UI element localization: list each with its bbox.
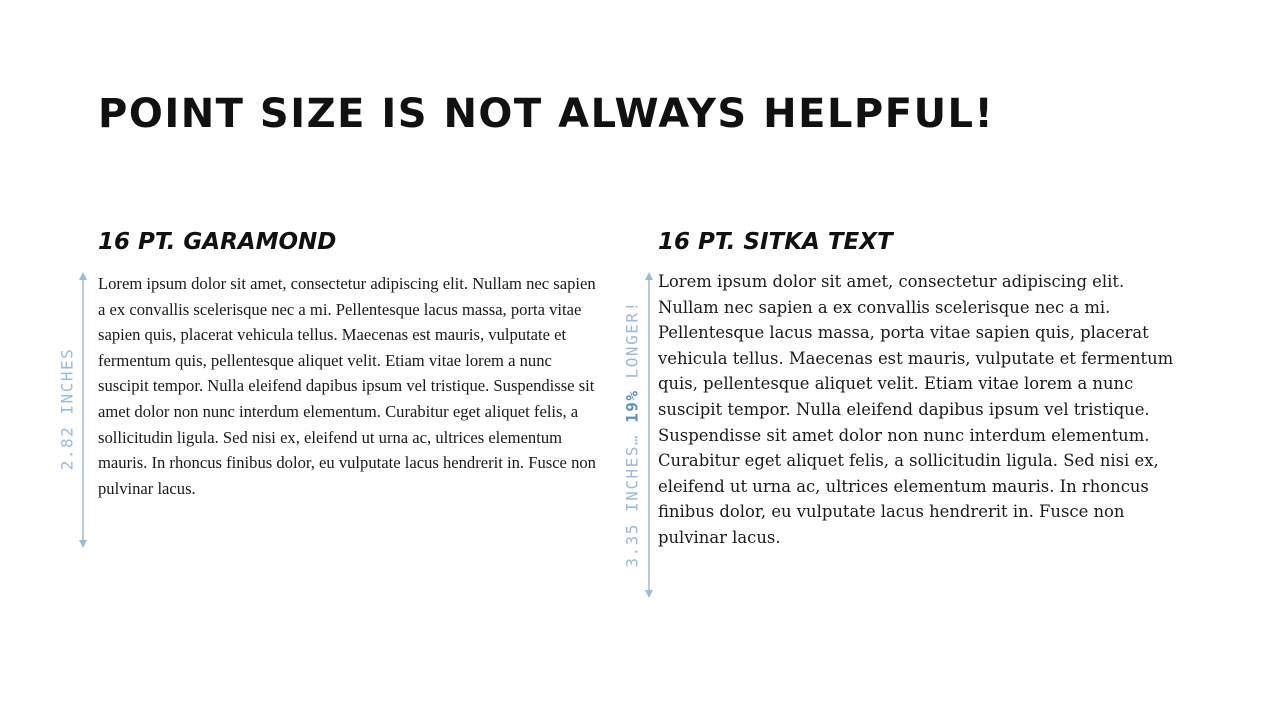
- percent-longer-highlight: 19%: [622, 389, 642, 423]
- sitka-height-label-suffix: LONGER!: [622, 300, 642, 390]
- sitka-heading: 16 PT. SITKA TEXT: [658, 229, 893, 255]
- sitka-height-label: [623, 300, 642, 567]
- sitka-height-label-prefix: 3.35 INCHES…: [622, 422, 642, 568]
- garamond-sample-paragraph: Lorem ipsum dolor sit amet, consectetur adipiscing elit. Nullam nec sapien a ex convallis scelerisque nec a mi. Pellentesque lacus massa, porta vitae sapien quis, placerat vehicula tellus. Maecenas est mauris, vulputate et fermentum quis, pellentesque aliquet velit. Etiam vitae lorem a nunc suscipit tempor. Nulla eleifend dapibus ipsum vel tristique. Suspendisse sit amet dolor non nunc interdum elementum. Curabitur eget aliquet felis, a sollicitudin ligula. Sed nisi ex, eleifend ut urna ac, ultrices elementum mauris. In rhoncus finibus dolor, eu vulputate lacus hendrerit in. Fusce non pulvinar lacus.: [98, 274, 596, 498]
- slide-title: POINT SIZE IS NOT ALWAYS HELPFUL!: [98, 91, 995, 137]
- garamond-heading: 16 PT. GARAMOND: [98, 229, 337, 255]
- sitka-height-arrow: [642, 272, 656, 598]
- sitka-sample-paragraph: Lorem ipsum dolor sit amet, consectetur adipiscing elit. Nullam nec sapien a ex convallis scelerisque nec a mi. Pellentesque lacus massa, porta vitae sapien quis, placerat vehicula tellus. Maecenas est mauris, vulputate et fermentum quis, pellentesque aliquet velit. Etiam vitae lorem a nunc suscipit tempor. Nulla eleifend dapibus ipsum vel tristique. Suspendisse sit amet dolor non nunc interdum elementum. Curabitur eget aliquet felis, a sollicitudin ligula. Sed nisi ex, eleifend ut urna ac, ultrices elementum mauris. In rhoncus finibus dolor, eu vulputate lacus hendrerit in. Fusce non pulvinar lacus.: [658, 272, 1174, 547]
- garamond-height-label: 2.82 INCHES: [57, 347, 77, 471]
- garamond-height-arrow: [76, 272, 90, 548]
